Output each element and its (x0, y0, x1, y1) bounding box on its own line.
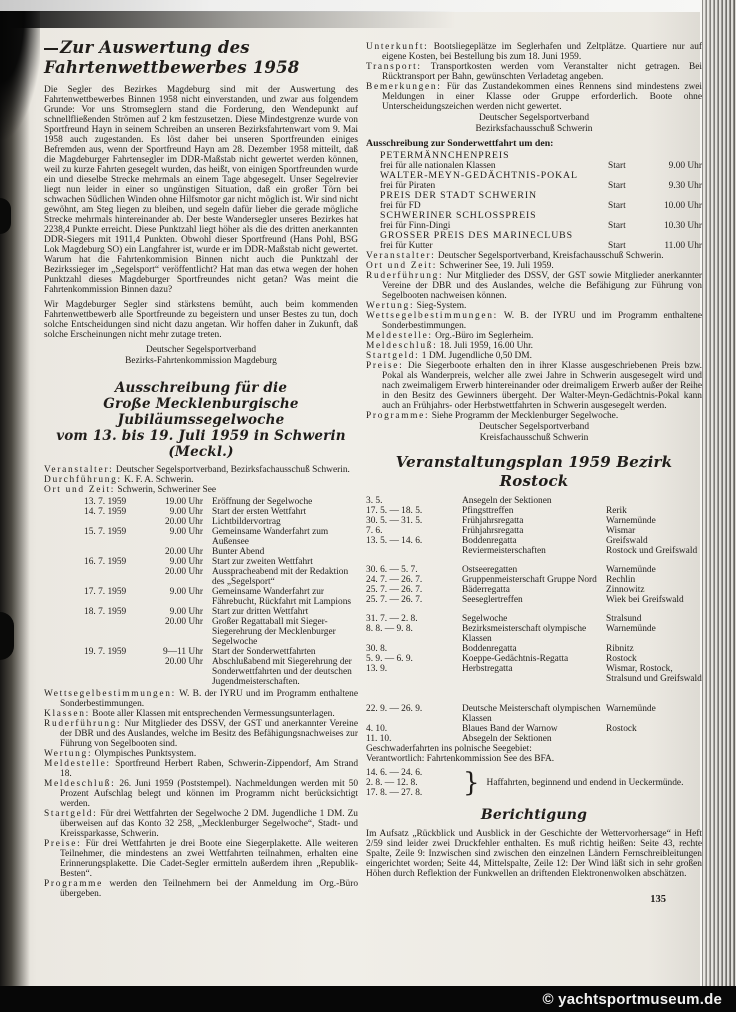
field-ruderfuehrung (366, 271, 702, 301)
plan-location: Greifswald (606, 536, 648, 546)
plan-location: Warnemünde (606, 624, 656, 634)
field-klassen (44, 709, 358, 719)
plan-date: 31. 7. — 2. 8. (366, 614, 418, 624)
field-text: Die Siegerboote erhalten den in ihrer Klasse ausgeschriebenen Preis bzw. Pokal als Wanderpreis, welcher alle zwei Jahre in Schwerin ausgesegelt wird und nach zweimaligem Erwerb hintereinander oder dreimaligem Erwerb außer der Reihe in den Besitz des Gewinners übergeht. Der Walter-Meyn-Gedächtnis-Pokal kann auch an Frühjahrs- oder Herbstwettfahrten in Schwerin ausgesegelt werden. (382, 361, 702, 411)
schedule-date: 19. 7. 1959 (84, 647, 127, 657)
haff-trips (366, 768, 702, 798)
schedule-desc: Abschlußabend mit Siegerehrung der Sonderwettfahrten und der deutschen Jugendmeisterschaften. (212, 657, 352, 687)
field-text: W. B. der IYRU und im Programm enthaltene Sonderbestimmungen. (382, 311, 702, 331)
field-wertung (366, 301, 702, 311)
schedule-date: 18. 7. 1959 (84, 607, 127, 617)
field-text: Transportkosten werden vom Veranstalter nicht getragen. Bei Rücktransport per Bahn, gewünschten Verladetag angeben. (382, 62, 702, 82)
field-veranstalter (44, 465, 358, 475)
plan-date: 25. 7. — 26. 7. (366, 585, 423, 595)
plan-event: Boddenregatta (462, 644, 517, 654)
plan-event: Reviermeisterschaften (462, 546, 546, 556)
plan-row (366, 506, 702, 516)
field-ort-und-zeit (366, 261, 702, 271)
prize-eligibility: frei für alle nationalen Klassen (380, 161, 496, 171)
prize-start-label: Start (608, 221, 626, 231)
plan-location: Wiek bei Greifswald (606, 595, 684, 605)
field-label: Programme (44, 879, 104, 889)
geschwader-note: Geschwaderfahrten ins polnische Seegebiet: (366, 744, 532, 754)
watermark-bar (0, 986, 736, 1012)
field-label: Durchführung: (44, 475, 122, 485)
article-title: Zur Auswertung des Fahrtenwettbewerbes 1958 (44, 38, 358, 78)
schedule-date: 16. 7. 1959 (84, 557, 127, 567)
correction-title: Berichtigung (480, 807, 588, 823)
schedule-time: 19.00 Uhr (164, 497, 203, 507)
field-text: Bootsliegeplätze im Seglerhafen und Zeltplätze. Quartiere nur auf eigene Kosten, bei Bestellung bis zum 18. Juni 1959. (382, 42, 702, 62)
field-label: Meldeschluß: (366, 341, 438, 351)
prize-name: WALTER-MEYN-GEDÄCHTNIS-POKAL (380, 170, 578, 181)
schedule-desc: Gemeinsame Wanderfahrt zum Außensee (212, 527, 329, 547)
plan-date: 17. 5. — 18. 5. (366, 506, 423, 516)
plan-date: 4. 10. (366, 724, 388, 734)
prize-start-label: Start (608, 161, 626, 171)
field-text: Nur Mitglieder des DSSV, der GST und anerkannter Vereine der DBR und des Auslandes, welche im Besitz des Befähigungsnachweises zur Führung von Segelbooten sind. (60, 719, 358, 749)
field-label: Meldestelle: (366, 331, 433, 341)
prize-detail (380, 241, 702, 251)
plan-location: Stralsund (606, 614, 642, 624)
field-bemerkungen (366, 82, 702, 112)
schedule-desc: Start der ersten Wettfahrt (212, 507, 307, 517)
plan-location: Zinnowitz (606, 585, 645, 595)
field-text: Sieg-System. (416, 301, 467, 311)
announcement-title-line1: Ausschreibung für die (114, 380, 288, 396)
prize-name: GROSSER PREIS DES MARINECLUBS (380, 230, 573, 241)
geschwader-responsible: Verantwortlich: Fahrtenkommission See des BFA. (366, 754, 555, 764)
brace-glyph: } (463, 768, 480, 798)
plan-row (366, 575, 702, 585)
field-label: Bemerkungen: (366, 82, 442, 92)
plan-event: Pfingsttreffen (462, 506, 514, 516)
field-text: Siehe Programm der Mecklenburger Segelwoche. (431, 411, 619, 421)
schedule-time: 20.00 Uhr (164, 567, 203, 577)
plan-title: Veranstaltungsplan 1959 Bezirk Rostock (395, 453, 673, 490)
field-text: Deutscher Segelsportverband, Bezirksfachausschuß Schwerin. (115, 465, 350, 475)
announcement-title (44, 380, 358, 460)
prize-name: SCHWERINER SCHLOSSPREIS (380, 210, 537, 221)
field-label: Wertung: (366, 301, 415, 311)
plan-row (366, 516, 702, 526)
field-label: Wertung: (44, 749, 93, 759)
prize-name: PETERMÄNNCHENPREIS (380, 150, 510, 161)
haff-date: 2. 8. — 12. 8. (366, 778, 418, 788)
field-unterkunft (366, 42, 702, 62)
field-text: Für drei Wettfahrten je drei Boote eine Siegerplakette. Alle weiteren Teilnehmer, die mindestens an zwei Wettfahrten teilnahmen, erhalten eine Erinnerungsplakette. Die Cadet-Segler ermitteln außerdem ihren „Republik-Besten“. (60, 839, 359, 879)
plan-date: 13. 5. — 14. 6. (366, 536, 423, 546)
schedule-desc: Großer Regattaball mit Sieger- Siegerehrung der Mecklenburger Segelwoche (212, 617, 336, 647)
schedule-time: 20.00 Uhr (164, 517, 203, 527)
plan-location: Warnemünde (606, 516, 656, 526)
field-preise (366, 361, 702, 411)
field-transport (366, 62, 702, 82)
schedule-time: 9.00 Uhr (169, 507, 203, 517)
plan-date: 13. 9. (366, 664, 388, 674)
schedule-desc: Bunter Abend (212, 547, 265, 557)
prize-start-time: 10.00 Uhr (663, 201, 702, 211)
plan-row (366, 536, 702, 546)
schedule-row (84, 587, 358, 607)
field-label: Startgeld: (44, 809, 98, 819)
field-label: Wettsegelbestimmungen: (44, 689, 176, 699)
prize-entry (380, 211, 702, 231)
plan-date: 30. 8. (366, 644, 388, 654)
field-text: 1 DM. Jugendliche 0,50 DM. (421, 351, 532, 361)
prize-entry (380, 171, 702, 191)
field-wettsegelbestimmungen (366, 311, 702, 331)
signature-line: Bezirks-Fahrtenkommission Magdeburg (125, 356, 277, 366)
prize-start-label: Start (608, 201, 626, 211)
prize-start-time: 11.00 Uhr (664, 241, 702, 251)
plan-event: Ostseeregatten (462, 565, 518, 575)
field-label: Preise: (44, 839, 82, 849)
plan-event: Bezirksmeisterschaft olympische Klassen (462, 624, 587, 644)
sonderwettfahrt-heading: Ausschreibung zur Sonderwettfahrt um den: (366, 138, 554, 149)
plan-location: Rostock und Greifswald (606, 546, 698, 556)
plan-location: Wismar (606, 526, 636, 536)
plan-location: Rostock (606, 724, 637, 734)
field-durchfuehrung (44, 475, 358, 485)
plan-row (366, 496, 702, 506)
prize-eligibility: frei für Piraten (380, 181, 436, 191)
plan-event: Segelwoche (462, 614, 508, 624)
schedule-row (84, 607, 358, 617)
watermark-text: © yachtsportmuseum.de (542, 990, 722, 1008)
plan-location (606, 734, 702, 744)
prize-start-label: Start (608, 181, 626, 191)
schedule-date: 15. 7. 1959 (84, 527, 127, 537)
field-veranstalter (366, 251, 702, 261)
field-label: Ort und Zeit: (366, 261, 438, 271)
field-label: Unterkunft: (366, 42, 429, 52)
field-startgeld (366, 351, 702, 361)
prize-start-label: Start (608, 241, 626, 251)
field-label: Klassen: (44, 709, 90, 719)
plan-date: 30. 6. — 5. 7. (366, 565, 418, 575)
schedule-time: 9.00 Uhr (169, 557, 203, 567)
signature-line: Kreisfachausschuß Schwerin (479, 433, 589, 443)
haff-dates (366, 768, 456, 798)
field-ort-und-zeit (44, 485, 358, 495)
schedule-date (84, 617, 144, 647)
plan-row (366, 614, 702, 624)
schedule-date: 17. 7. 1959 (84, 587, 127, 597)
plan-date: 24. 7. — 26. 7. (366, 575, 423, 585)
schedule-time: 20.00 Uhr (164, 547, 203, 557)
field-startgeld (44, 809, 358, 839)
announcement-title-line2: Große Mecklenburgische Jubiläumssegelwoche (103, 396, 299, 428)
plan-location: Rechlin (606, 575, 636, 585)
schedule-desc: Start zur zweiten Wettfahrt (212, 557, 313, 567)
field-label: Startgeld: (366, 351, 420, 361)
haff-date: 17. 8. — 27. 8. (366, 788, 423, 798)
plan-event: Blaues Band der Warnow (462, 724, 558, 734)
binding-top-shadow (0, 11, 480, 28)
field-text: K. F. A. Schwerin. (124, 475, 194, 485)
signature-line: Deutscher Segelsportverband (478, 422, 590, 432)
field-text: werden den Teilnehmern bei der Anmeldung im Org.-Büro übergeben. (60, 879, 359, 899)
plan-row (366, 624, 702, 644)
field-meldestelle (366, 331, 702, 341)
plan-date: 22. 9. — 26. 9. (366, 704, 423, 714)
announcement-title-line3: vom 13. bis 19. Juli 1959 in Schwerin (Meckl.) (56, 428, 346, 460)
plan-row (366, 644, 702, 654)
signature-line: Deutscher Segelsportverband (145, 345, 257, 355)
schedule-date: 14. 7. 1959 (84, 507, 127, 517)
field-label: Ort und Zeit: (44, 485, 116, 495)
field-label: Transport: (366, 62, 422, 72)
plan-location: Warnemünde (606, 565, 656, 575)
punch-hole-bottom (0, 612, 14, 660)
schedule-desc: Start zur dritten Wettfahrt (212, 607, 309, 617)
field-preise (44, 839, 358, 879)
prize-eligibility: frei für Finn-Dingi (380, 221, 451, 231)
schedule-row (84, 517, 358, 527)
prize-entry (380, 231, 702, 251)
field-programme (366, 411, 702, 421)
prize-entry (380, 191, 702, 211)
event-plan-table (366, 496, 702, 744)
prize-name: PREIS DER STADT SCHWERIN (380, 190, 537, 201)
schedule-row (84, 557, 358, 567)
field-label: Meldeschluß: (44, 779, 116, 789)
plan-row (366, 724, 702, 734)
plan-event: Frühjahrsregatta (462, 526, 524, 536)
field-wettsegelbestimmungen (44, 689, 358, 709)
schedule-row (84, 617, 358, 647)
schedule-row (84, 647, 358, 657)
prize-start-time: 9.00 Uhr (668, 161, 702, 171)
field-label: Ruderführung: (366, 271, 444, 281)
field-text: Für das Zustandekommen eines Rennens sind mindestens zwei Meldungen in einer Klasse oder Gruppe erforderlich. Boote ohne Unterscheidungszeichen werden nicht gewertet. (382, 82, 703, 112)
haff-description: Haffahrten, beginnend und endend in Ueckermünde. (486, 778, 684, 788)
field-ruderfuehrung (44, 719, 358, 749)
field-text: Boote aller Klassen mit entsprechenden Vermessungsunterlagen. (92, 709, 335, 719)
field-text: Schwerin, Schweriner See (117, 485, 217, 495)
article-paragraph-1: Die Segler des Bezirkes Magdeburg sind mit der Auswertung des Fahrtenwettbewerbes Binnen 1958 nicht einverstanden, und zwar aus folgendem Grunde: Vor uns Stromseglern stand die Forderung, den Wendepunkt auf schnellfließenden Strömen auf 2 km festzusetzen. Diese Mindestgrenze wurde von Sportfreund Hayn in seinem Schreiben an unseren Bezirksfahrtenwart vom 9. Mai 1958 auch zugestanden. Es löst daher bei unseren Sportfreunden einiges Befremden aus, wenn der Sportfreund Hayn am 28. Dezember 1958 mitteilt, daß die Magdeburger Fahrtensegler im DDR-Maßstab nicht gewertet werden können, weil zu kurze Fahrten gesegelt wurden, das heißt, von einigen Sportfreunden wurde ein und dieselbe Strecke mehrmals an einem Tage abgesegelt. Unser Segelrevier liegt nun leider in einer so ungünstigen Situation, daß ein großer Törn bei schwachen Südlichen Winden ohne Hilfsmotor gar nicht möglich ist. Wir sind nicht gewöhnt, am Steg liegen zu bleiben, und segeln dafür lieber die gerade mögliche Strecke mehrmals hintereinander ab. Der beste Wandersegler unseres Bezirkes hat 2238,4 Punkte erreicht. Diese Punktzahl liegt höher als die des dritten anerkannten DDR-Siegers mit 1911,4 Punkten. Obwohl dieser Sportfreund (Hans Pohl, BSG Lok Magdeburg SO) ein Langfahrer ist, wurde er im DDR-Maßstab nicht gewertet. Warum hat die Fahrtenkommision Binnen nicht auch die Punktzahl der Bezirkssieger im „Segelsport“ veröffentlicht? Hat man das etwa wegen der hohen Punktzahl dieses Magdeburger Sportfreundes nicht getan? Was meint die Fahrtenkommission Binnen dazu? (44, 85, 358, 295)
field-label: Meldestelle: (44, 759, 111, 769)
plan-event: Absegeln der Sektionen (462, 734, 552, 744)
prize-entry (380, 151, 702, 171)
field-meldestelle (44, 759, 358, 779)
schedule-row (84, 567, 358, 587)
plan-event: Bäderregatta (462, 585, 510, 595)
left-column (44, 38, 358, 899)
plan-row (366, 585, 702, 595)
field-label: Veranstalter: (44, 465, 114, 475)
plan-location: Ribnitz (606, 644, 634, 654)
prize-start-time: 10.30 Uhr (663, 221, 702, 231)
plan-row (366, 654, 702, 664)
haff-date: 14. 6. — 24. 6. (366, 768, 423, 778)
field-text: Für drei Wettfahrten der Segelwoche 2 DM. Jugendliche 1 DM. Zu überweisen auf das Konto 32 258, „Mecklenburger Segelwoche“, Stadt- und Kreissparkasse, Schwerin. (60, 809, 358, 839)
schedule-time: 20.00 Uhr (164, 657, 203, 667)
plan-location: Wismar, Rostock, Stralsund und Greifswald (606, 664, 702, 684)
schedule-time: 9.00 Uhr (169, 607, 203, 617)
field-label: Preise: (366, 361, 404, 371)
plan-location: Rerik (606, 506, 627, 516)
binding-corner-shadow (0, 11, 40, 141)
field-text: 26. Juni 1959 (Poststempel). Nachmeldungen werden mit 50 Prozent Aufschlag belegt und können im Programm nicht berücksichtigt werden. (60, 779, 359, 809)
signature-line: Bezirksfachausschuß Schwerin (475, 124, 593, 134)
schedule-row (84, 547, 358, 557)
field-label: Wettsegelbestimmungen: (366, 311, 498, 321)
plan-date: 7. 6. (366, 526, 383, 536)
plan-row (366, 565, 702, 575)
schedule-row (84, 657, 358, 687)
plan-date: 11. 10. (366, 734, 392, 744)
prize-start-time: 9.30 Uhr (668, 181, 702, 191)
plan-event: Seeseglertreffen (462, 595, 523, 605)
plan-location: Warnemünde (606, 704, 656, 714)
field-text: Schweriner See, 19. Juli 1959. (439, 261, 554, 271)
plan-date: 25. 7. — 26. 7. (366, 595, 423, 605)
plan-date (366, 546, 458, 556)
schedule-time: 9.00 Uhr (169, 527, 203, 537)
plan-row (366, 546, 702, 556)
schedule-desc: Ausspracheabend mit der Redaktion des „Segelsport“ (212, 567, 349, 587)
plan-row (366, 526, 702, 536)
field-text: Deutscher Segelsportverband, Kreisfachausschuß Schwerin. (437, 251, 664, 261)
schedule-desc: Lichtbildervortrag (212, 517, 281, 527)
schedule-desc: Gemeinsame Wanderfahrt zur Fährebucht, Rückfahrt mit Lampions (212, 587, 352, 607)
schedule-time: 20.00 Uhr (164, 617, 203, 627)
plan-date: 8. 8. — 9. 8. (366, 624, 413, 634)
plan-location (606, 496, 702, 506)
event-schedule (84, 497, 358, 687)
prize-eligibility: frei für Kutter (380, 241, 433, 251)
plan-event: Gruppenmeisterschaft Gruppe Nord (462, 575, 597, 585)
right-column (366, 42, 702, 905)
schedule-date (84, 567, 144, 587)
schedule-row (84, 527, 358, 547)
schedule-date: 13. 7. 1959 (84, 497, 127, 507)
field-label: Ruderführung: (44, 719, 122, 729)
book-page-stack-edge (700, 0, 736, 986)
plan-date: 3. 5. (366, 496, 383, 506)
field-text: Olympisches Punktsystem. (94, 749, 197, 759)
signature-line: Deutscher Segelsportverband (478, 113, 590, 123)
schedule-time: 9—11 Uhr (162, 647, 203, 657)
field-label: Programme: (366, 411, 430, 421)
schedule-row (84, 497, 358, 507)
schedule-row (84, 507, 358, 517)
schedule-date (84, 517, 144, 527)
schedule-time: 9.00 Uhr (169, 587, 203, 597)
field-wertung (44, 749, 358, 759)
plan-event: Boddenregatta (462, 536, 517, 546)
field-text: Org.-Büro im Seglerheim. (435, 331, 534, 341)
binding-left-shadow (0, 11, 30, 986)
field-programme (44, 879, 358, 899)
page-number: 135 (650, 894, 666, 905)
article-paragraph-2: Wir Magdeburger Segler sind stärkstens bemüht, auch beim kommenden Fahrtenwettbewerb alle Sportfreunde zu begeistern und unser Bestes zu tun, doch solche Entscheidungen sind nicht dazu angetan. Wir hoffen daher in Zukunft, daß solche Erscheinungen nicht mehr zutage treten. (44, 300, 358, 340)
plan-event: Deutsche Meisterschaft olympischen Klassen (462, 704, 601, 724)
plan-date: 5. 9. — 6. 9. (366, 654, 413, 664)
schedule-desc: Eröffnung der Segelwoche (212, 497, 313, 507)
schedule-date (84, 657, 144, 687)
field-text: W. B. der IYRU und im Programm enthaltene Sonderbestimmungen. (60, 689, 358, 709)
field-meldeschluss (44, 779, 358, 809)
field-label: Veranstalter: (366, 251, 436, 261)
field-text: Sportfreund Herbert Raben, Schwerin-Zippendorf, Am Strand 18. (60, 759, 359, 779)
plan-event: Herbstregatta (462, 664, 513, 674)
plan-row (366, 595, 702, 605)
field-meldeschluss (366, 341, 702, 351)
plan-event: Frühjahrsregatta (462, 516, 524, 526)
schedule-date (84, 547, 144, 557)
correction-paragraph: Im Aufsatz „Rückblick und Ausblick in der Geschichte der Wettervorhersage“ in Heft 2/59 sind leider zwei Druckfehler enthalten. Es muß richtig heißen: Seite 43, rechte Spalte, Zeile 9: Inzwischen sind zwischen den einzelnen Ländern Fernschreibleitungen eingerichtet worden; Seite 44, Mittelspalte, Zeile 12: Der Wind läßt sich in sehr großen Höhen durch Reflektion der Funkwellen an driftenden Elektronenwolken abschätzen. (366, 829, 702, 879)
field-text: Nur Mitglieder des DSSV, der GST sowie Mitglieder anerkannter Vereine der DBR und des Auslandes, welche die Befähigung zur Führung von Segelbooten nachweisen können. (382, 271, 703, 301)
schedule-desc: Start der Sonderwettfahrten (212, 647, 316, 657)
plan-date: 30. 5. — 31. 5. (366, 516, 423, 526)
field-text: 18. Juli 1959, 16.00 Uhr. (439, 341, 534, 351)
plan-event: Koeppe-Gedächtnis-Regatta (462, 654, 569, 664)
prize-eligibility: frei für FD (380, 201, 421, 211)
plan-row (366, 734, 702, 744)
plan-row (366, 704, 702, 724)
plan-location: Rostock (606, 654, 637, 664)
plan-event: Ansegeln der Sektionen (462, 496, 552, 506)
plan-row (366, 664, 702, 684)
punch-hole-top (0, 198, 11, 234)
